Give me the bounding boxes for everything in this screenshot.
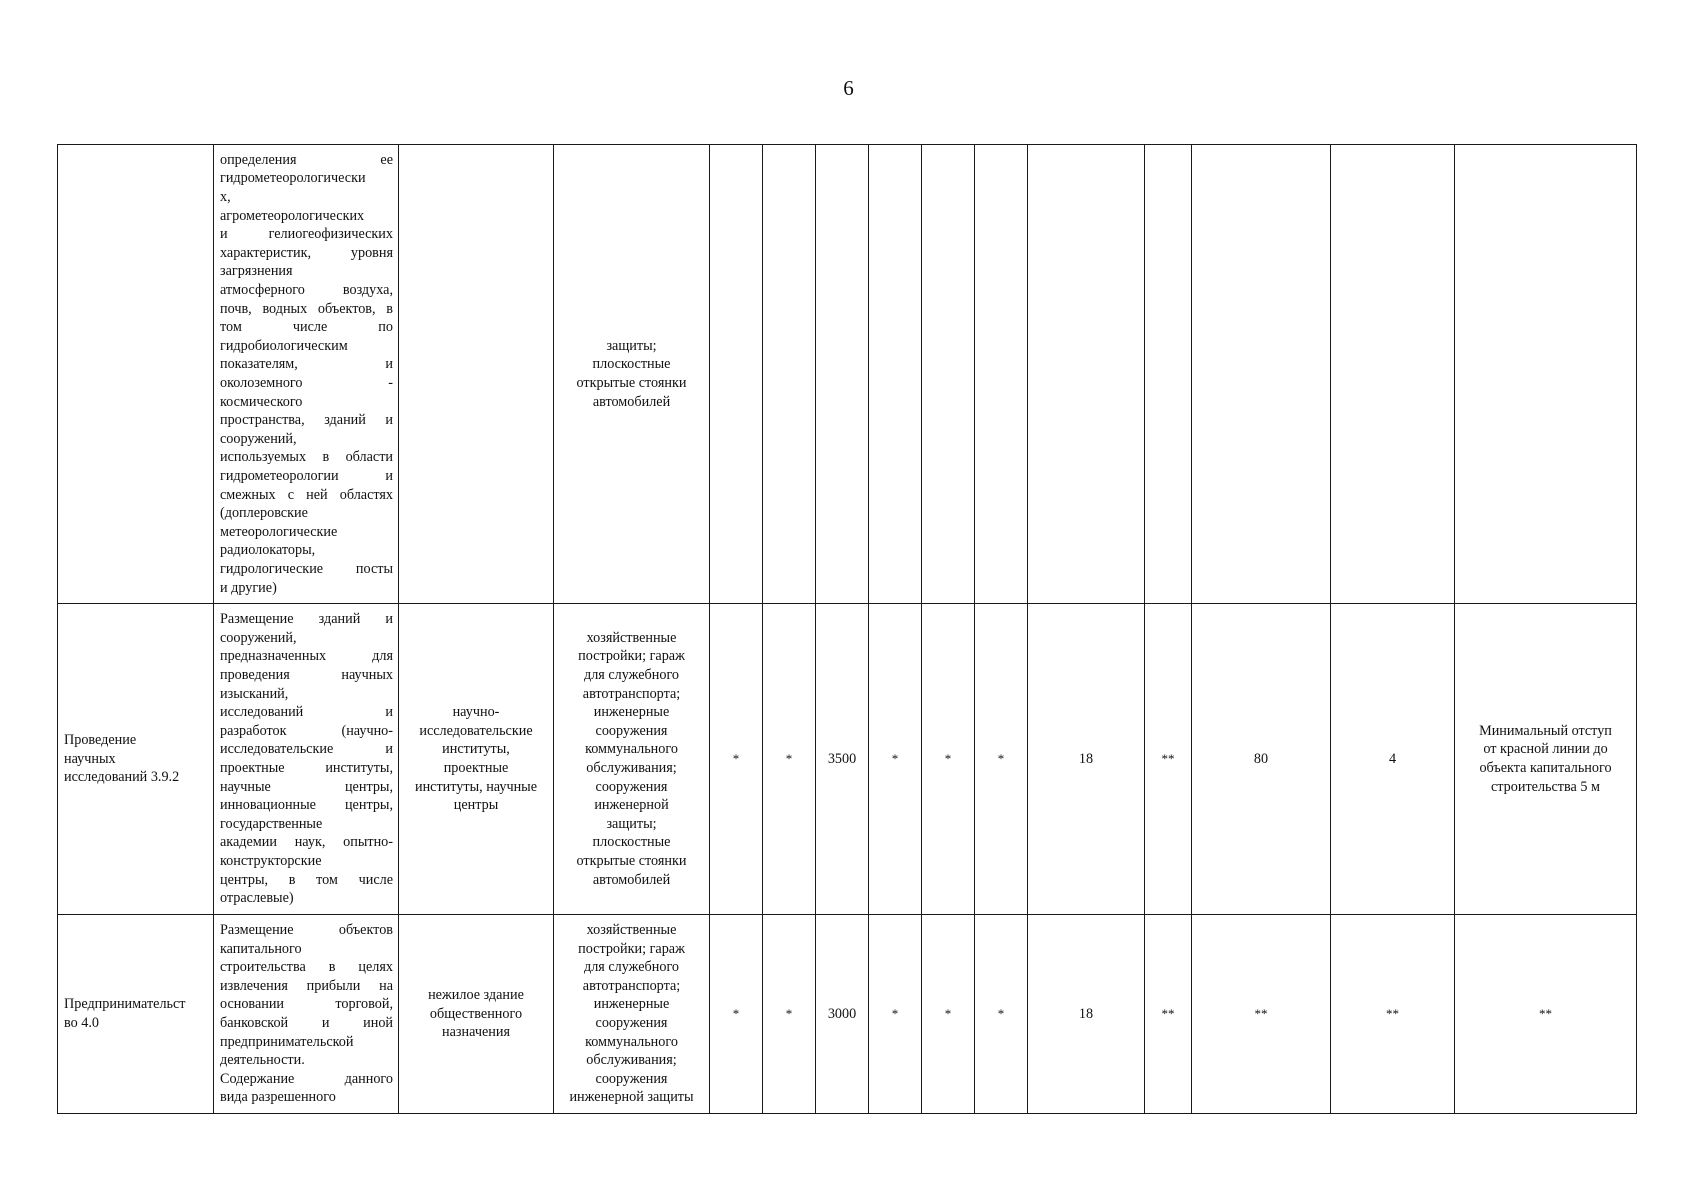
- cell-text-line: инженерные: [593, 704, 670, 721]
- auxiliary-uses-cell: [554, 145, 710, 604]
- cell-text-line: строительства в целях: [220, 959, 393, 976]
- param-cell-1: [710, 145, 763, 604]
- param-cell-5: *: [922, 604, 975, 915]
- cell-text-line: инженерные: [593, 996, 670, 1013]
- cell-text-line: проектные институты,: [220, 760, 393, 776]
- cell-text-line: постройки; гараж: [578, 648, 685, 665]
- cell-text-line: автотранспорта;: [582, 685, 681, 702]
- use-type-name-cell: [58, 604, 214, 915]
- cell-text-line: открытые стоянки: [576, 852, 687, 869]
- param-cell-3: [816, 145, 869, 604]
- table-row: [58, 915, 1637, 1114]
- cell-text-line: том числе по: [220, 319, 393, 336]
- cell-text-line: извлечения прибыли на: [220, 977, 393, 994]
- cell-text-line: хозяйственные: [586, 922, 677, 939]
- cell-text-line: сооружения: [595, 1015, 668, 1031]
- param-cell-4: *: [869, 915, 922, 1114]
- param-cell-2: *: [763, 604, 816, 915]
- param-cell-6: [975, 145, 1028, 604]
- cell-text-line: научных: [64, 750, 116, 767]
- cell-text-line: Размещение объектов: [220, 922, 393, 939]
- param-cell-7: 18: [1028, 915, 1145, 1114]
- cell-text-line: определения ее: [220, 151, 393, 168]
- param-cell-6: *: [975, 604, 1028, 915]
- cell-text-line: исследований и: [220, 704, 393, 721]
- cell-text-line: и гелиогеофизических: [220, 226, 393, 243]
- cell-text-line: защиты;: [606, 815, 657, 832]
- cell-text-line: назначения: [442, 1024, 510, 1041]
- cell-text-line: космического: [220, 393, 303, 410]
- param-cell-7: 18: [1028, 604, 1145, 915]
- cell-text-line: гидрологические посты: [220, 560, 393, 577]
- cell-text-line: коммунального: [585, 741, 678, 758]
- cell-text-line: используемых в области: [220, 449, 393, 466]
- examples-cell: [399, 145, 554, 604]
- param-cell-11: **: [1455, 915, 1637, 1114]
- cell-text-line: атмосферного воздуха,: [220, 282, 393, 299]
- use-description-cell: [214, 915, 399, 1114]
- cell-text-line: предпринимательской: [220, 1033, 354, 1050]
- param-cell-8: [1145, 145, 1192, 604]
- cell-text-line: хозяйственные: [586, 629, 677, 646]
- cell-text-line: проектные: [443, 760, 509, 776]
- cell-text-line: открытые стоянки: [576, 375, 687, 391]
- param-cell-11: [1455, 604, 1637, 915]
- cell-text-line: капитального: [220, 940, 302, 957]
- cell-text-line: автотранспорта;: [582, 977, 681, 994]
- param-cell-1: *: [710, 604, 763, 915]
- cell-text-line: Проведение: [64, 732, 137, 749]
- cell-text-line: исследовательские и: [220, 741, 393, 758]
- cell-text-line: обслуживания;: [586, 760, 677, 776]
- param-cell-11: [1455, 145, 1637, 604]
- param-cell-1: *: [710, 915, 763, 1114]
- cell-text-line: гидрометеорологии и: [220, 467, 393, 484]
- param-cell-10: **: [1331, 915, 1455, 1114]
- use-description-cell: [214, 145, 399, 604]
- cell-text-line: показателям, и: [220, 356, 393, 373]
- cell-text-line: отраслевые): [220, 890, 294, 907]
- cell-text-line: сооружений,: [220, 430, 297, 447]
- cell-text-line: академии наук, опытно-: [220, 834, 393, 851]
- cell-text-line: строительства 5 м: [1491, 778, 1600, 795]
- cell-text-line: банковской и иной: [220, 1015, 393, 1031]
- cell-text-line: конструкторские: [220, 852, 322, 869]
- param-cell-6: *: [975, 915, 1028, 1114]
- table-row: [58, 604, 1637, 915]
- param-cell-10: 4: [1331, 604, 1455, 915]
- param-cell-5: *: [922, 915, 975, 1114]
- cell-text-line: изысканий,: [220, 685, 289, 702]
- cell-text-line: коммунального: [585, 1033, 678, 1050]
- cell-text-line: исследовательские: [419, 722, 533, 739]
- cell-text-line: инженерной: [594, 797, 669, 814]
- cell-text-line: х,: [220, 189, 231, 206]
- param-cell-9: [1192, 145, 1331, 604]
- cell-text-line: смежных с ней областях: [220, 486, 393, 503]
- cell-text-line: предназначенных для: [220, 648, 393, 665]
- cell-text-line: для служебного: [583, 959, 680, 976]
- cell-text-line: от красной линии до: [1483, 741, 1608, 758]
- param-cell-2: [763, 145, 816, 604]
- param-cell-7: [1028, 145, 1145, 604]
- cell-text-line: во 4.0: [64, 1015, 99, 1031]
- examples-cell: [399, 604, 554, 915]
- cell-text-line: центры, в том числе: [220, 871, 393, 888]
- auxiliary-uses-cell: [554, 604, 710, 915]
- param-cell-10: [1331, 145, 1455, 604]
- param-cell-8: **: [1145, 915, 1192, 1114]
- cell-text-line: институты, научные: [414, 778, 538, 795]
- cell-text-line: плоскостные: [592, 356, 671, 373]
- cell-text-line: плоскостные: [592, 834, 671, 851]
- table-row: [58, 145, 1637, 604]
- cell-text-line: Предпринимательст: [64, 996, 186, 1013]
- cell-text-line: сооружения: [595, 1070, 668, 1087]
- use-type-name-cell: [58, 915, 214, 1114]
- cell-text-line: постройки; гараж: [578, 940, 685, 957]
- cell-text-line: автомобилей: [592, 393, 671, 410]
- param-cell-4: *: [869, 604, 922, 915]
- cell-text-line: инновационные центры,: [220, 797, 393, 814]
- cell-text-line: нежилое здание: [428, 987, 524, 1004]
- cell-text-line: центры: [453, 797, 499, 814]
- cell-text-line: пространства, зданий и: [220, 412, 393, 429]
- cell-text-line: научные центры,: [220, 778, 393, 795]
- cell-text-line: гидробиологическим: [220, 337, 348, 354]
- cell-text-line: околоземного -: [220, 375, 393, 391]
- cell-text-line: характеристик, уровня: [220, 244, 393, 261]
- cell-text-line: исследований 3.9.2: [64, 769, 180, 786]
- cell-text-line: сооружения: [595, 778, 668, 795]
- cell-text-line: радиолокаторы,: [220, 542, 316, 559]
- auxiliary-uses-cell: [554, 915, 710, 1114]
- cell-text-line: сооружений,: [220, 629, 297, 646]
- cell-text-line: разработок (научно-: [220, 722, 393, 739]
- cell-text-line: сооружения: [595, 722, 668, 739]
- cell-text-line: и другие): [220, 579, 277, 596]
- param-cell-8: **: [1145, 604, 1192, 915]
- examples-cell: [399, 915, 554, 1114]
- use-type-name-cell: [58, 145, 214, 604]
- param-cell-9: **: [1192, 915, 1331, 1114]
- page-number: 6: [843, 76, 854, 100]
- cell-text-line: (доплеровские: [220, 505, 308, 522]
- cell-text-line: деятельности.: [220, 1052, 305, 1069]
- cell-text-line: Размещение зданий и: [220, 611, 393, 628]
- use-description-cell: [214, 604, 399, 915]
- cell-text-line: общественного: [429, 1005, 523, 1022]
- cell-text-line: обслуживания;: [586, 1052, 677, 1069]
- cell-text-line: инженерной защиты: [569, 1089, 694, 1106]
- cell-text-line: проведения научных: [220, 667, 393, 684]
- cell-text-line: Минимальный отступ: [1479, 722, 1612, 739]
- cell-text-line: объекта капитального: [1479, 760, 1612, 776]
- cell-text-line: научно-: [452, 704, 500, 721]
- cell-text-line: гидрометеорологически: [220, 170, 366, 187]
- cell-text-line: защиты;: [606, 337, 657, 354]
- land-use-regulations-table: [57, 144, 1637, 1114]
- param-cell-3: 3000: [816, 915, 869, 1114]
- cell-text-line: метеорологические: [220, 523, 338, 540]
- cell-text-line: загрязнения: [220, 263, 293, 280]
- cell-text-line: вида разрешенного: [220, 1089, 336, 1106]
- param-cell-4: [869, 145, 922, 604]
- cell-text-line: агрометеорологических: [220, 207, 365, 224]
- cell-text-line: автомобилей: [592, 871, 671, 888]
- cell-text-line: институты,: [442, 741, 510, 758]
- param-cell-2: *: [763, 915, 816, 1114]
- cell-text-line: основании торговой,: [220, 996, 393, 1013]
- param-cell-5: [922, 145, 975, 604]
- cell-text-line: Содержание данного: [220, 1070, 393, 1087]
- param-cell-9: 80: [1192, 604, 1331, 915]
- param-cell-3: 3500: [816, 604, 869, 915]
- cell-text-line: почв, водных объектов, в: [220, 300, 393, 317]
- cell-text-line: для служебного: [583, 667, 680, 684]
- cell-text-line: государственные: [220, 815, 323, 832]
